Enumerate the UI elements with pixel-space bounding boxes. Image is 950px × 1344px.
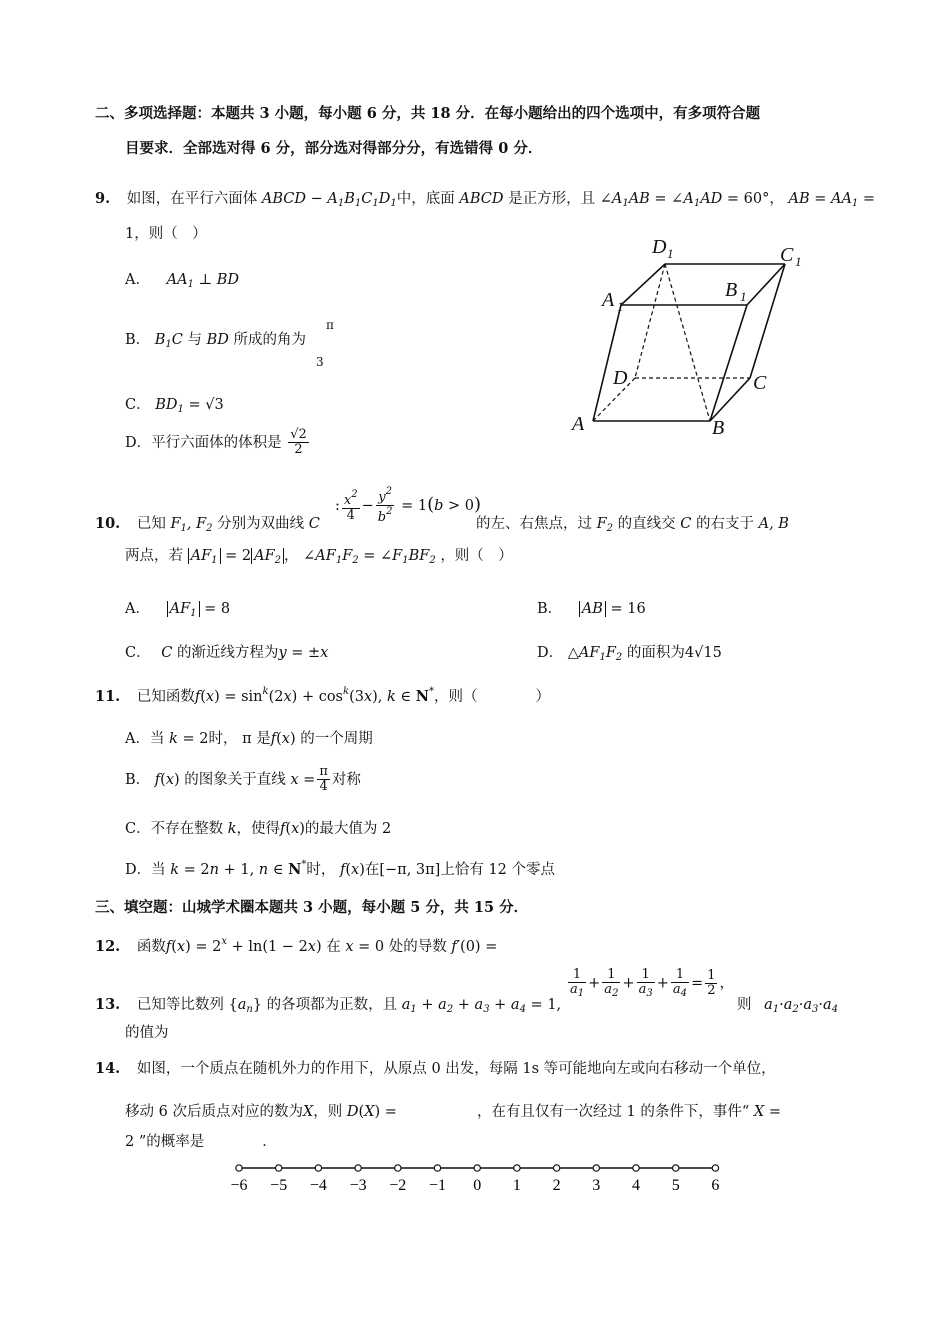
q11-option-d-label: D．当	[125, 862, 166, 878]
q10-stem: 10. 已知 $F_1$, $F_2$ 分别为双曲线 C	[95, 515, 320, 534]
section2-heading-line1: 二、多项选择题：本题共 3 小题，每小题 6 分，共 18 分．在每小题给出的四个选项中，有多项符合题	[95, 105, 761, 122]
q11-option-a-mid: 时，	[208, 731, 238, 747]
q12-text-b: 在	[326, 939, 341, 955]
fig-label-B1-sub: 1	[740, 289, 747, 304]
q11-option-d-mid: 时，	[306, 862, 336, 878]
q11-option-a-post: 的一个周期	[300, 731, 373, 747]
number-line-point	[514, 1165, 520, 1171]
fig-label-C: C	[753, 372, 767, 394]
q14-line2-c: ，在有且仅有一次经过 1 的条件下，事件“	[476, 1104, 750, 1120]
q9-option-b-text-mid: 与	[187, 332, 203, 348]
number-line-tick-label: 3	[592, 1177, 601, 1194]
q10-option-c: C． C 的渐近线方程为y = ±x	[125, 645, 329, 661]
q10-stem-tail: 的左、右焦点，过 $F_2$ 的直线交 C 的右支于 A, B	[476, 516, 789, 534]
number-line-tick-label: −4	[309, 1177, 327, 1194]
q10-option-d: D． $\triangle AF_1F_2$ 的面积为4√15	[537, 645, 722, 663]
q9-option-c: C． $BD_1 = √3$	[125, 397, 224, 415]
q9-stem-text-c: 是正方形，且	[508, 191, 596, 207]
q14-line1-text: 如图，一个质点在随机外力的作用下，从原点 0 出发，每隔 1s 等可能地向左或向右移动一个单位，	[136, 1061, 776, 1077]
q10-option-a: A． $AF_1 = 8$	[125, 601, 231, 619]
q11-option-b-label: B．	[125, 771, 151, 788]
number-line-tick-label: −3	[349, 1177, 367, 1194]
q13-text-a: 已知等比数列	[136, 997, 224, 1013]
q11-option-c-post: 的最大值为 2	[304, 821, 392, 837]
number-line-tick-label: 4	[632, 1177, 640, 1194]
q11-stem-end: ，则（ ）	[434, 689, 551, 705]
q11-number: 11.	[95, 688, 121, 705]
q11-option-d-mid2: 在	[364, 862, 380, 878]
q9-stem-text-a: 如图，在平行六面体	[126, 191, 258, 207]
q10-option-a-label: A．	[125, 601, 150, 617]
q11-option-a-mid2: 是	[256, 731, 271, 747]
q14-line3: 2 ”的概率是 ．	[125, 1134, 277, 1150]
q14-line1	[95, 1057, 776, 1078]
q10-line2-b: ，则（ ）	[440, 548, 513, 564]
q12-text-a: 函数	[136, 939, 166, 955]
q9-option-b-pi: π	[326, 318, 334, 332]
number-line-tick-label: 6	[711, 1177, 720, 1194]
number-line-point	[315, 1165, 321, 1171]
q10-option-c-text: 的渐近线方程为	[176, 645, 279, 661]
q10-option-d-text: 的面积为	[626, 645, 685, 661]
q10-hyperbola-equation: : $\frac{x^2}{4}$ − $\frac{y^2}{b^2}$ = 1(b > 0)	[335, 486, 482, 526]
question-12: 12. 函数$f(x) = 2^x + \ln(1 - 2x)$ 在 x = 0 处的导数 f′(0) =	[95, 936, 498, 955]
q14-number: 14.	[95, 1060, 121, 1077]
fig-label-C1-sub: 1	[795, 254, 802, 269]
number-line-point	[553, 1165, 559, 1171]
number-line-tick-label: −2	[389, 1177, 407, 1194]
q10-stem-b: 分别为双曲线	[217, 516, 305, 532]
q13-number: 13.	[95, 996, 121, 1013]
number-line-point	[355, 1165, 361, 1171]
q13-reciprocal-sum: $\frac{1}{a_1}$ + $\frac{1}{a_2}$ + $\frac{1}{a_3}$ + $\frac{1}{a_4}$ = $\frac{1}{2}$ ，	[570, 967, 734, 1000]
q9-option-a: A． $AA_1$ ⊥ BD	[125, 272, 240, 290]
q10-option-d-label: D．	[537, 645, 564, 661]
number-line-point	[593, 1165, 599, 1171]
q10-option-c-label: C．	[125, 645, 151, 661]
q10-stem-d: 的直线交	[617, 516, 676, 532]
fig-label-D: D	[613, 367, 628, 389]
q10-stem-e: 的右支于	[695, 516, 754, 532]
q9-option-a-label: A．	[125, 272, 150, 288]
fig-label-B: B	[712, 417, 725, 439]
q12-number: 12.	[95, 938, 121, 955]
q11-option-a: A．当 k = 2时， π 是f(x) 的一个周期	[125, 731, 373, 747]
section2-heading-line2: 目要求．全部选对得 6 分，部分选对得部分分，有选错得 0 分．	[125, 140, 543, 157]
q9-option-b-text-post: 所成的角为	[233, 332, 307, 348]
q11-option-c: C．不存在整数 k，使得f(x)的最大值为 2	[125, 821, 392, 837]
q9-number: 9.	[95, 190, 111, 207]
q13-stem: 13. 已知等比数列 $\{a_n\}$ 的各项都为正数，且 $a_1 + a_2 + a_3 + a_4 = 1$,	[95, 996, 562, 1015]
q14-number-line	[225, 1158, 730, 1194]
q11-stem-text: 已知函数	[136, 689, 195, 705]
number-line-point	[236, 1165, 242, 1171]
q9-option-d: D．平行六面体的体积是 $\frac{√2}{2}$	[125, 427, 307, 458]
q12-text-c: 处的导数	[388, 939, 447, 955]
number-line-tick-label: 2	[552, 1177, 561, 1194]
q9-option-d-label: D．平行六面体的体积是	[125, 434, 282, 451]
fig-label-D1-sub: 1	[667, 246, 674, 261]
fig-label-A1: A	[602, 289, 615, 311]
q11-option-d: D．当 k = 2n + 1, n ∈ N*时， f(x)在[−π, 3π]上恰有 12 个零点	[125, 859, 556, 878]
q14-line2-a: 移动 6 次后质点对应的数为	[125, 1104, 303, 1120]
q11-option-a-label: A．当	[125, 731, 165, 747]
fig-label-A: A	[572, 413, 585, 435]
q11-option-c-label: C．不存在整数	[125, 821, 224, 837]
q11-stem: 11. 已知函数$f(x) = \sin^k(2x) + \cos^k(3x)$, k ∈ N*，则（ ）	[95, 686, 551, 705]
number-line-tick-label: −6	[230, 1177, 248, 1194]
number-line-tick-label: −5	[270, 1177, 288, 1194]
q9-option-b-3: 3	[316, 355, 324, 369]
number-line-point	[395, 1165, 401, 1171]
number-line-point	[434, 1165, 440, 1171]
q11-option-b-mid: 的图象关于直线	[184, 771, 286, 788]
q9-option-b: B． $B_1C$ 与 BD 所成的角为	[125, 332, 307, 350]
q11-option-b-post: 对称	[331, 771, 361, 788]
number-line-point	[633, 1165, 639, 1171]
q11-option-d-post: 上恰有 12 个零点	[440, 862, 556, 878]
number-line-point	[673, 1165, 679, 1171]
number-line-point	[712, 1165, 718, 1171]
q13-text-b: 的各项都为正数，且	[266, 997, 398, 1013]
q10-stem-line2: 两点，若 $AF_1 = 2$ $AF_2$ ， $\angle AF_1F_2$ = $\angle F_1BF_2$ ，则（ ）	[125, 548, 513, 566]
section3-heading: 三、填空题：山城学术圈本题共 3 小题，每小题 5 分，共 15 分．	[95, 899, 529, 916]
q13-text-c: 则	[737, 997, 752, 1013]
number-line-tick-label: 0	[473, 1177, 482, 1194]
number-line-point	[474, 1165, 480, 1171]
q10-stem-c: 的左、右焦点，过	[476, 516, 592, 532]
q9-stem: 9. 如图，在平行六面体 ABCD − $A_1B_1C_1D_1$中，底面 ABCD 是正方形，且 $\angle A_1AB$ = $\angle A_1AD = 60^\circ$， AB = $AA_1$ =	[95, 190, 876, 209]
number-line-point	[276, 1165, 282, 1171]
fig-label-B1: B	[725, 279, 738, 301]
q9-option-c-label: C．	[125, 397, 151, 413]
q14-line2-b: ，则	[313, 1104, 343, 1120]
q9-parallelepiped-figure	[560, 228, 820, 443]
q11-option-c-mid: ，使得	[236, 821, 281, 837]
fig-label-A1-sub: 1	[617, 299, 624, 314]
fig-label-D1: D	[652, 236, 667, 258]
q10-number: 10.	[95, 515, 121, 532]
number-line-tick-label: 5	[671, 1177, 680, 1194]
q11-option-b: B． f(x) 的图象关于直线 x = $\frac{\pi}{4}$ 对称	[125, 764, 361, 795]
q14-line2: 移动 6 次后质点对应的数为X，则 D(X) = ，在有且仅有一次经过 1 的条件下，事件“ X =	[125, 1104, 782, 1120]
fig-label-C1: C	[780, 244, 794, 266]
q10-option-b: B． AB = 16	[537, 601, 646, 617]
q9-option-b-label: B．	[125, 332, 151, 348]
q10-option-b-label: B．	[537, 601, 563, 617]
q13-stem-tail: 则 $a_1\cdot a_2\cdot a_3\cdot a_4$	[737, 997, 839, 1015]
q10-line2-a: 两点，若	[125, 548, 183, 564]
q13-line2: 的值为	[125, 1025, 169, 1041]
q10-stem-a: 已知	[136, 516, 166, 532]
q9-stem-line2: 1，则（ ）	[125, 226, 207, 242]
number-line-tick-label: 1	[512, 1177, 521, 1194]
number-line-tick-label: −1	[428, 1177, 447, 1194]
q9-stem-text-b: 中，底面	[396, 191, 455, 207]
